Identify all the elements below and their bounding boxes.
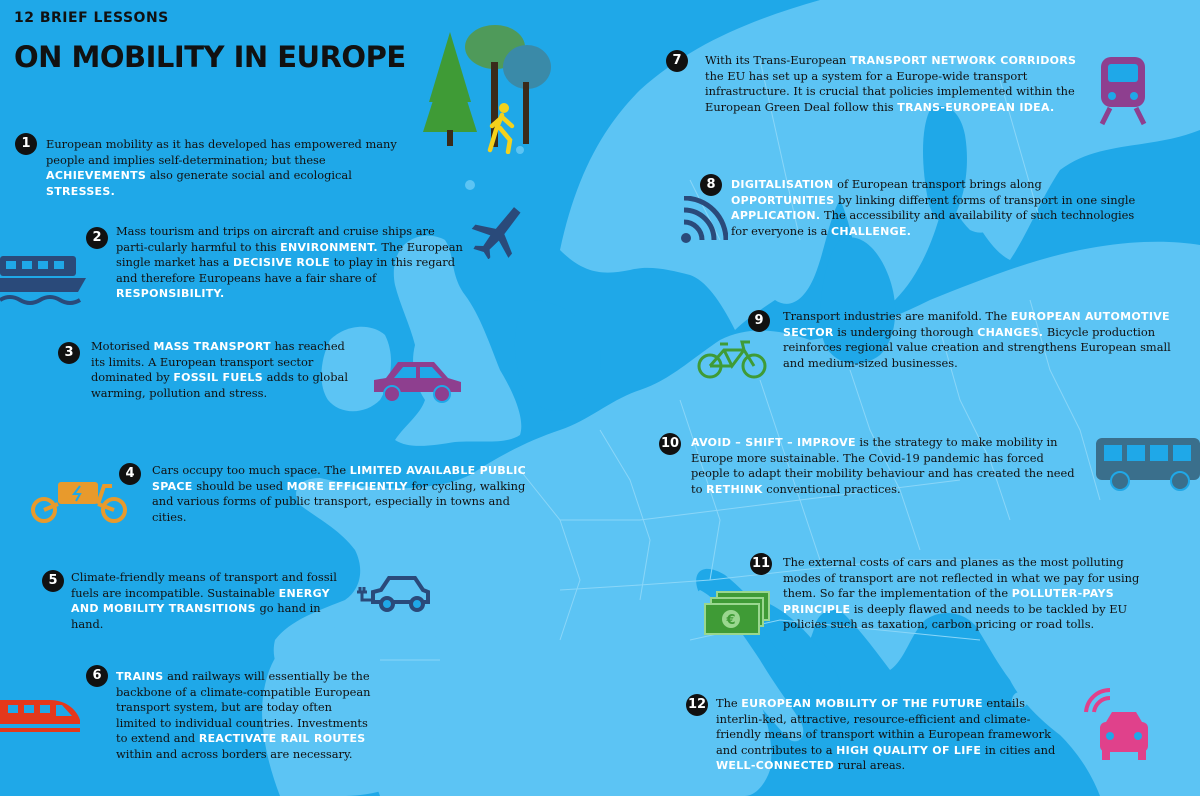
ferry-icon xyxy=(0,248,92,310)
lesson-text-segment: of European transport brings along xyxy=(833,177,1042,191)
lesson-text-segment: Mass tourism and trips on aircraft and cruise ships are parti-cularly harmful to this xyxy=(116,224,435,254)
euro-symbol: € xyxy=(726,613,736,628)
highlight-keyword: POLLUTER-PAYS PRINCIPLE xyxy=(783,587,1115,616)
lesson-number-7: 7 xyxy=(666,50,688,72)
header-kicker: 12 BRIEF LESSONS xyxy=(14,10,169,26)
lesson-text-segment: should be used xyxy=(192,478,287,493)
highlight-keyword: STRESSES. xyxy=(46,184,116,198)
lesson-text-segment: for cycling, walking and various forms of public transport, especially in towns and cities. xyxy=(152,478,526,524)
lesson-text-segment: With its Trans-European xyxy=(705,53,850,67)
lesson-text-segment: within and across borders are necessary. xyxy=(116,746,353,761)
highlight-keyword: WELL-CONNECTED xyxy=(716,759,835,772)
bus-icon xyxy=(1094,435,1200,493)
trees-icon xyxy=(415,22,555,152)
lesson-number-9: 9 xyxy=(748,310,770,332)
highlight-keyword: MORE EFFICIENTLY xyxy=(286,479,408,493)
highlight-keyword: ENVIRONMENT. xyxy=(280,240,378,254)
highlight-keyword: TRANS-EUROPEAN IDEA. xyxy=(897,100,1055,114)
highlight-keyword: AVOID – SHIFT – IMPROVE xyxy=(691,436,856,449)
lesson-text-segment: The xyxy=(716,696,742,710)
island xyxy=(465,180,475,190)
lesson-number-11: 11 xyxy=(750,553,772,575)
lesson-text-segment: entails interlin-ked, attractive, resource-efficient and climate-friendly means of transport within a European framework and contributes to a xyxy=(716,696,1051,757)
lesson-number-10: 10 xyxy=(659,433,681,455)
highlight-keyword: REACTIVATE RAIL ROUTES xyxy=(198,732,366,745)
lesson-text-segment: to play in this regard and therefore Europeans have a fair share of xyxy=(116,255,456,285)
airplane-icon xyxy=(466,203,522,259)
lesson-text-6 xyxy=(116,669,374,762)
lesson-text-segment: Bicycle production reinforces regional value creation and strengthens European small and medium-sized businesses. xyxy=(783,324,1171,370)
highlight-keyword: HIGH QUALITY OF LIFE xyxy=(836,743,982,757)
lesson-text-segment: conventional practices. xyxy=(762,481,901,496)
lesson-text-segment: adds to global warming, pollution and stress. xyxy=(91,370,348,400)
lesson-number-12: 12 xyxy=(686,694,708,716)
electric-car-icon xyxy=(355,572,430,614)
lesson-text-segment: the EU has set up a system for a Europe-wide transport infrastructure. It is crucial that policies implemented within the European Green Deal follow this xyxy=(705,68,1075,114)
bicycle-icon xyxy=(696,338,768,380)
lesson-text-segment: in cities and xyxy=(981,742,1056,757)
north-sea xyxy=(515,300,601,411)
walking-person-icon xyxy=(486,102,520,154)
lesson-text-11 xyxy=(783,555,1143,633)
wifi-signal-icon xyxy=(678,196,728,246)
lesson-text-segment: is deeply flawed and needs to be tackled by EU policies such as taxation, carbon pricing or road tolls. xyxy=(783,601,1128,631)
lesson-text-segment: by linking different forms of transport in one single xyxy=(834,192,1136,207)
highlight-keyword: FOSSIL FUELS xyxy=(173,371,263,384)
lesson-text-7 xyxy=(705,53,1097,115)
highlight-keyword: EUROPEAN MOBILITY OF THE FUTURE xyxy=(741,697,983,710)
cargo-bike-icon xyxy=(28,476,130,524)
lesson-text-segment: The European single market has a xyxy=(116,239,463,269)
lesson-text-segment: European mobility as it has developed has empowered many people and implies self-determination; but these xyxy=(46,137,397,167)
highlight-keyword: LIMITED AVAILABLE PUBLIC SPACE xyxy=(152,464,526,493)
highlight-keyword: CHALLENGE. xyxy=(831,224,912,238)
lesson-text-segment: The external costs of cars and planes as the most polluting modes of transport are not reflected in what we pay for using them. So far the implementation of the xyxy=(783,555,1140,600)
lesson-text-2 xyxy=(116,224,468,302)
lesson-number-2: 2 xyxy=(86,227,108,249)
high-speed-train-icon xyxy=(0,692,82,734)
highlight-keyword: EUROPEAN AUTOMOTIVE SECTOR xyxy=(783,310,1170,339)
highlight-keyword: MASS TRANSPORT xyxy=(153,340,271,353)
money-icon xyxy=(703,590,771,636)
lesson-number-5: 5 xyxy=(42,570,64,592)
lesson-text-3 xyxy=(91,339,361,401)
highlight-keyword: DIGITALISATION xyxy=(731,178,834,191)
lesson-text-segment: Transport industries are manifold. The xyxy=(783,309,1011,323)
highlight-keyword: ACHIEVEMENTS xyxy=(46,169,147,182)
lesson-text-10 xyxy=(691,435,1081,497)
highlight-keyword: OPPORTUNITIES xyxy=(731,193,835,207)
highlight-keyword: RETHINK xyxy=(706,482,763,496)
highlight-keyword: ENERGY AND MOBILITY TRANSITIONS xyxy=(71,586,330,615)
lesson-number-6: 6 xyxy=(86,665,108,687)
car-icon xyxy=(370,356,465,406)
highlight-keyword: TRAINS xyxy=(116,670,164,683)
lesson-text-segment: has reached its limits. A European transport sector dominated by xyxy=(91,339,345,384)
tram-icon xyxy=(1098,54,1148,126)
lesson-text-segment: Motorised xyxy=(91,339,154,353)
lesson-text-segment: is the strategy to make mobility in Europe more sustainable. The Covid-19 pandemic has forced people to adapt their mobility behaviour and has created the need to xyxy=(691,435,1075,496)
lesson-number-3: 3 xyxy=(58,342,80,364)
lesson-text-5 xyxy=(71,570,346,632)
lesson-text-segment: Cars occupy too much space. The xyxy=(152,463,350,477)
lesson-text-segment: Climate-friendly means of transport and fossil fuels are incompatible. Sustainable xyxy=(71,570,337,600)
lesson-text-segment: also generate social and ecological xyxy=(146,168,352,182)
lesson-text-4 xyxy=(152,463,547,525)
connected-car-icon xyxy=(1080,688,1152,764)
page-title: ON MOBILITY IN EUROPE xyxy=(14,40,406,74)
lesson-text-8 xyxy=(731,177,1141,239)
lesson-text-segment: and railways will essentially be the backbone of a climate-compatible European transport system, but are today often limited to individual countries. Investments to extend and xyxy=(116,669,371,745)
lesson-text-segment: go hand in hand. xyxy=(71,601,321,631)
highlight-keyword: RESPONSIBILITY. xyxy=(116,287,225,300)
highlight-keyword: DECISIVE ROLE xyxy=(233,256,330,269)
lesson-text-1 xyxy=(46,137,406,199)
highlight-keyword: TRANSPORT NETWORK CORRIDORS xyxy=(849,54,1077,67)
lesson-text-9 xyxy=(783,309,1178,371)
highlight-keyword: CHANGES. xyxy=(977,325,1044,339)
lesson-number-4: 4 xyxy=(119,463,141,485)
lesson-text-segment: rural areas. xyxy=(834,758,906,772)
lesson-text-segment: is undergoing thorough xyxy=(833,324,978,339)
lesson-number-8: 8 xyxy=(700,174,722,196)
highlight-keyword: APPLICATION. xyxy=(731,209,821,222)
lesson-number-1: 1 xyxy=(15,133,37,155)
lesson-text-12 xyxy=(716,696,1074,774)
lesson-text-segment: The accessibility and availability of such technologies for everyone is a xyxy=(731,208,1135,238)
